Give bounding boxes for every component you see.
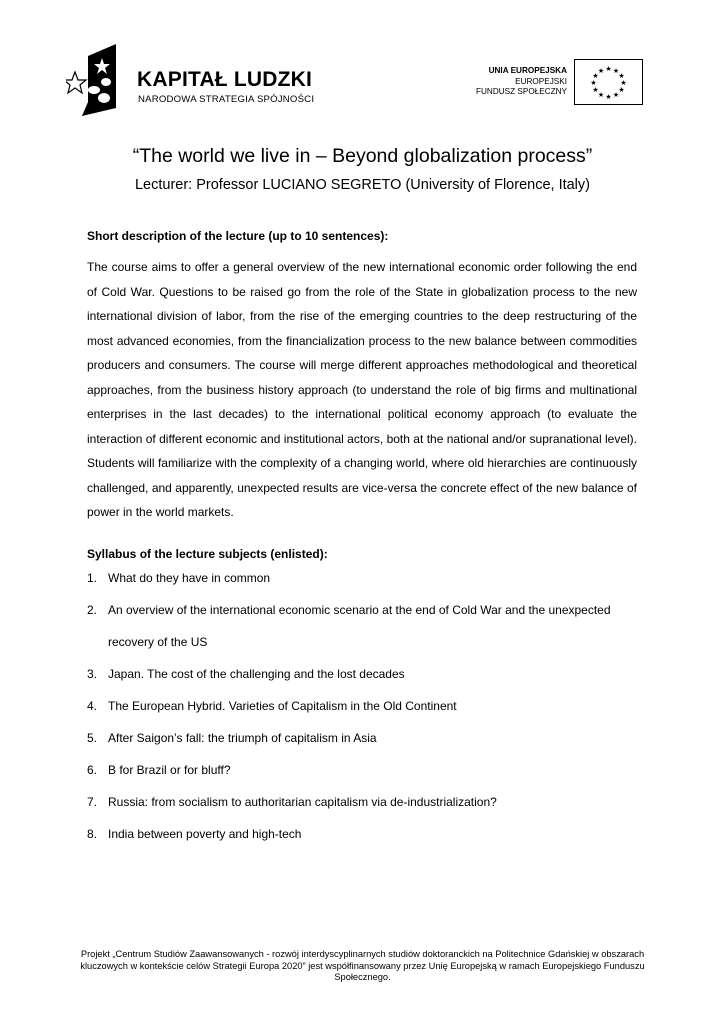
syllabus-item xyxy=(87,760,647,781)
syllabus-item-text: After Saigon’s fall: the triumph of capitalism in Asia xyxy=(108,731,377,745)
syllabus-item-text: An overview of the international economic scenario at the end of Cold War and the unexpected xyxy=(108,603,611,617)
syllabus-item-number: 7. xyxy=(87,795,98,809)
description-heading: Short description of the lecture (up to 10 sentences): xyxy=(87,229,389,243)
eu-flag-icon xyxy=(574,59,643,105)
syllabus-item xyxy=(87,728,647,749)
syllabus-item xyxy=(87,568,647,589)
syllabus-item-number: 4. xyxy=(87,699,98,713)
syllabus-item-number: 1. xyxy=(87,571,98,585)
syllabus-item-text: B for Brazil or for bluff? xyxy=(108,763,231,777)
svg-text:★: ★ xyxy=(605,93,612,101)
lecture-description: The course aims to offer a general overview of the new international economic order following the end of Cold War. Questions to be raised go from the role of the State in globalization process to the new international division of labor, from the rise of the emerging countries to the deep restructuring of the most advanced economies, from the financialization process to the new balance between commodities producers and consumers. The course will merge different approaches methodological and theoretical approaches, from the business history approach (to understand the role of big firms and multinational enterprises in the last decades) to the international political economy approach (to evaluate the interaction of different economic and institutional actors, both at the national and/or supranational level). Students will familiarize with the complexity of a changing world, where old hierarchies are continuously challenged, and apparently, unexpected results are vice-versa the concrete effect of the new balance of power in the world markets. xyxy=(87,260,637,519)
svg-text:★: ★ xyxy=(612,67,620,75)
svg-text:★: ★ xyxy=(597,67,605,75)
eu-line-2: EUROPEJSKI xyxy=(515,76,567,86)
footer-note: Projekt „Centrum Studiów Zaawansowanych - rozwój interdyscyplinarnych studiów doktoranckich na Politechnice Gdańskiej w obszarach kluczowych w kontekście celów Strategii Europa 2020” jest współfinansowany przez Unię Europejską w ramach Europejskiego Funduszu Społecznego. xyxy=(80,949,645,982)
syllabus-item-number: 3. xyxy=(87,667,98,681)
svg-text:★: ★ xyxy=(605,65,612,73)
eu-line-3: FUNDUSZ SPOŁECZNY xyxy=(476,87,567,96)
logo-title: KAPITAŁ LUDZKI xyxy=(137,68,313,91)
svg-text:★: ★ xyxy=(618,86,625,94)
syllabus-item xyxy=(87,600,647,653)
eu-fund-logo xyxy=(470,59,645,107)
syllabus-item-text: India between poverty and high-tech xyxy=(108,827,302,841)
syllabus-item xyxy=(87,792,647,813)
syllabus-item-text: What do they have in common xyxy=(108,571,271,585)
syllabus-item-number: 8. xyxy=(87,827,98,841)
eu-line-1: UNIA EUROPEJSKA xyxy=(488,66,567,75)
syllabus-item-number: 5. xyxy=(87,731,98,745)
svg-text:★: ★ xyxy=(590,79,597,87)
syllabus-item-text: Japan. The cost of the challenging and the lost decades xyxy=(108,667,405,681)
lecture-title: “The world we live in – Beyond globalization process” xyxy=(132,145,593,167)
kapital-ludzki-logo xyxy=(66,44,316,116)
syllabus-item-text: Russia: from socialism to authoritarian capitalism via de-industrialization? xyxy=(108,795,497,809)
svg-text:★: ★ xyxy=(592,72,599,80)
svg-text:★: ★ xyxy=(597,91,605,99)
syllabus-list xyxy=(87,568,647,845)
svg-text:★: ★ xyxy=(612,91,620,99)
eu-fund-text xyxy=(476,66,567,98)
syllabus-item xyxy=(87,696,647,717)
syllabus-item-number: 2. xyxy=(87,603,98,617)
lecturer-line: Lecturer: Professor LUCIANO SEGRETO (University of Florence, Italy) xyxy=(134,177,590,193)
syllabus-item xyxy=(87,824,647,845)
logo-subtitle: NARODOWA STRATEGIA SPÓJNOŚCI xyxy=(138,94,315,105)
syllabus-item xyxy=(87,664,647,685)
svg-text:★: ★ xyxy=(620,79,627,87)
svg-text:★: ★ xyxy=(618,72,625,80)
kapital-ludzki-emblem-icon xyxy=(66,44,126,116)
syllabus-item-number: 6. xyxy=(87,763,98,777)
syllabus-item-text: The European Hybrid. Varieties of Capitalism in the Old Continent xyxy=(108,699,457,713)
syllabus-item-continuation: recovery of the US xyxy=(108,635,208,649)
svg-text:★: ★ xyxy=(592,86,599,94)
syllabus-heading: Syllabus of the lecture subjects (enlisted): xyxy=(87,547,328,561)
